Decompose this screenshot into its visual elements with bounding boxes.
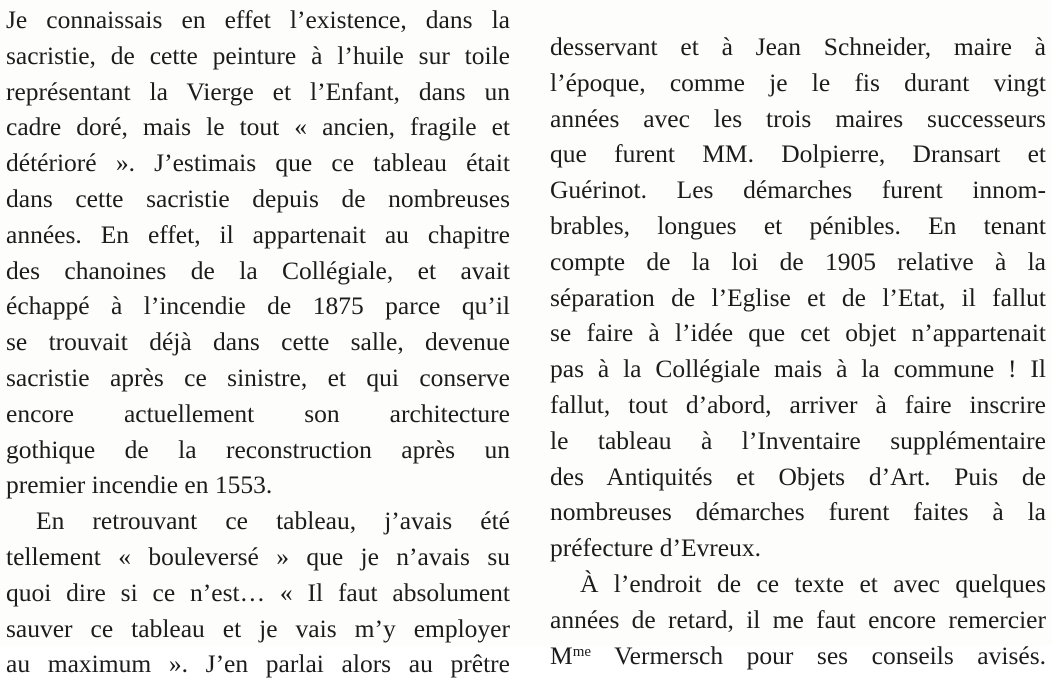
text-line: préfecture d’Evreux. [550,533,761,563]
text-line: Je connaissais en effet l’existence, dans la [6,5,510,34]
text-line: encore actuellement son architecture [6,398,510,428]
honorific-superscript: me [572,643,592,660]
text-line: années de retard, il me faut encore remercier [550,604,1046,634]
text-line: années. En effet, il appartenait au chapitre [6,219,510,249]
text-line: À l’endroit de ce texte et avec quelques [580,568,1046,598]
text-line: dans cette sacristie depuis de nombreuses [6,183,510,213]
text-line: des Antiquités et Objets d’Art. Puis de [550,461,1046,491]
text-line: premier incendie en 1553. [6,470,273,500]
text-line: se trouvait déjà dans cette salle, devenue [6,327,510,357]
text-line: au maximum ». J’en parlai alors au prêtre [6,649,510,679]
text-line: fallut, tout d’abord, arriver à faire inscrire [550,389,1046,419]
text-line: quoi dire si ce n’est… « Il faut absolument [6,577,510,607]
text-line: En retrouvant ce tableau, j’avais été [36,506,510,536]
text-line: des chanoines de la Collégiale, et avait [6,255,510,285]
text-line: que furent MM. Dolpierre, Dransart et [550,139,1046,169]
text-line: nombreuses démarches furent faites à la [550,497,1046,527]
text-line: compte de la loi de 1905 relative à la [550,246,1046,276]
text-line: desservant et à Jean Schneider, maire à [550,32,1046,61]
text-line: représentant la Vierge et l’Enfant, dans un [6,76,510,106]
right-column [550,29,1046,673]
text-line: se faire à l’idée que cet objet n’appartenait [550,318,1046,348]
honorific-prefix: M [550,640,573,670]
text-line: échappé à l’incendie de 1875 parce qu’il [6,291,510,321]
text-line: détérioré ». J’estimais que ce tableau était [6,148,510,178]
text-line: l’époque, comme je le fis durant vingt [550,67,1046,97]
text-line-final [550,638,1046,674]
text-line: pas à la Collégiale mais à la commune ! Il [550,354,1046,384]
text-line: tellement « bouleversé » que je n’avais su [6,541,510,571]
text-line: le tableau à l’Inventaire supplémentaire [550,425,1046,455]
text-line: brables, longues et pénibles. En tenant [550,210,1046,240]
text-line-rest: Vermersch pour ses conseils avisés. [591,640,1046,670]
left-column [6,2,510,682]
text-line: cadre doré, mais le tout « ancien, fragile et [6,112,510,142]
text-line: sauver ce tableau et je vais m’y employer [6,613,510,643]
text-line: années avec les trois maires successeurs [550,103,1046,133]
text-line: séparation de l’Eglise et de l’Etat, il fallut [550,282,1046,312]
text-line: sacristie après ce sinistre, et qui conserve [6,362,510,392]
text-line: Guérinot. Les démarches furent innom- [550,175,1046,205]
text-line: sacristie, de cette peinture à l’huile sur toile [6,40,510,70]
text-line: gothique de la reconstruction après un [6,434,510,464]
